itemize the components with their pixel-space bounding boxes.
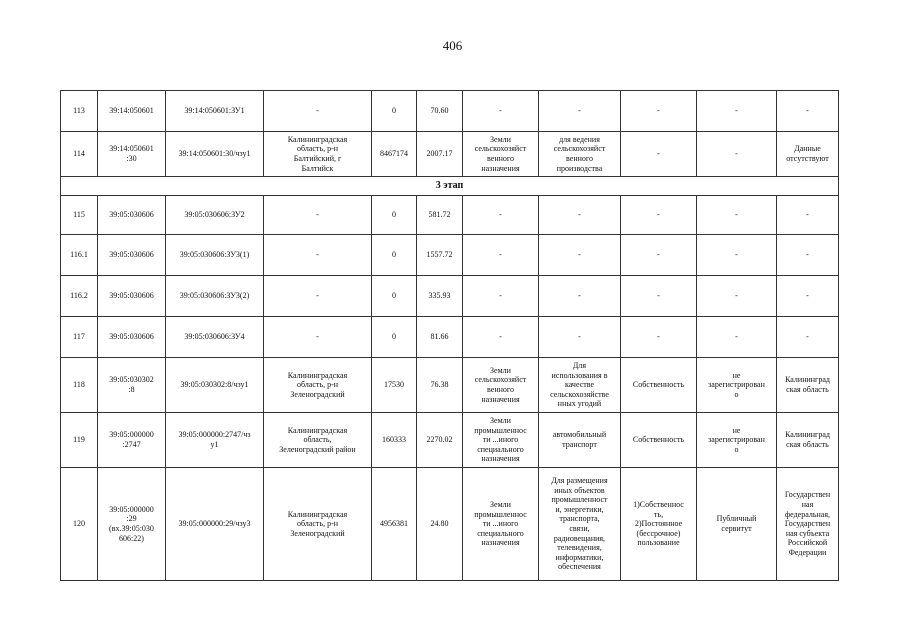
- permitted-use-cell: -: [539, 91, 621, 132]
- row-number-cell: 119: [61, 413, 98, 468]
- land-category-cell: -: [463, 91, 539, 132]
- plot-designation-cell: 39:14:050601:30/чзу1: [166, 132, 264, 177]
- used-area-cell: 2270.02: [417, 413, 463, 468]
- plot-designation-cell: 39:05:000000:29/чзу3: [166, 468, 264, 581]
- permitted-use-cell: -: [539, 276, 621, 317]
- encumbrance-cell: -: [697, 91, 777, 132]
- owner-cell: -: [777, 276, 839, 317]
- owner-cell: Государствен ная федеральная, Государствен ная субъекта Российской Федерации: [777, 468, 839, 581]
- land-category-cell: -: [463, 196, 539, 235]
- cadastral-quarter-cell: 39:14:050601: [98, 91, 166, 132]
- used-area-cell: 70.60: [417, 91, 463, 132]
- table-body-stage-3: [61, 196, 839, 581]
- land-category-cell: Земли сельскохозяйст венного назначения: [463, 132, 539, 177]
- owner-cell: -: [777, 196, 839, 235]
- encumbrance-cell: -: [697, 196, 777, 235]
- land-category-cell: -: [463, 276, 539, 317]
- address-cell: Калининградская область, р-н Балтийский, г Балтийск: [264, 132, 372, 177]
- land-category-cell: Земли сельскохозяйст венного назначения: [463, 358, 539, 413]
- permitted-use-cell: для ведения сельскохозяйст венного производства: [539, 132, 621, 177]
- table-row: [61, 196, 839, 235]
- table-row: [61, 468, 839, 581]
- cadastral-quarter-cell: 39:05:030606: [98, 196, 166, 235]
- table-row: [61, 91, 839, 132]
- land-plot-table: [60, 90, 839, 581]
- plot-area-cell: 0: [372, 235, 417, 276]
- table-body-stage-2: [61, 91, 839, 177]
- cadastral-quarter-cell: 39:05:000000 :29 (вх.39:05:030 606:22): [98, 468, 166, 581]
- plot-designation-cell: 39:05:030302:8/чзу1: [166, 358, 264, 413]
- right-type-cell: Собственность: [621, 358, 697, 413]
- permitted-use-cell: -: [539, 317, 621, 358]
- row-number-cell: 113: [61, 91, 98, 132]
- permitted-use-cell: -: [539, 196, 621, 235]
- owner-cell: -: [777, 317, 839, 358]
- table-row: [61, 276, 839, 317]
- plot-area-cell: 17530: [372, 358, 417, 413]
- encumbrance-cell: -: [697, 276, 777, 317]
- plot-designation-cell: 39:05:030606:ЗУ3(1): [166, 235, 264, 276]
- encumbrance-cell: -: [697, 235, 777, 276]
- used-area-cell: 2007.17: [417, 132, 463, 177]
- stage-label: 3 этап: [61, 177, 839, 196]
- right-type-cell: -: [621, 196, 697, 235]
- used-area-cell: 581.72: [417, 196, 463, 235]
- right-type-cell: -: [621, 132, 697, 177]
- table-row: [61, 317, 839, 358]
- right-type-cell: -: [621, 276, 697, 317]
- used-area-cell: 81.66: [417, 317, 463, 358]
- right-type-cell: -: [621, 317, 697, 358]
- address-cell: Калининградская область, Зеленоградский район: [264, 413, 372, 468]
- land-category-cell: Земли промышленнос ти ...иного специального назначения: [463, 413, 539, 468]
- cadastral-quarter-cell: 39:05:030606: [98, 317, 166, 358]
- address-cell: -: [264, 91, 372, 132]
- row-number-cell: 116.1: [61, 235, 98, 276]
- stage-row: [61, 177, 839, 196]
- used-area-cell: 335.93: [417, 276, 463, 317]
- cadastral-quarter-cell: 39:05:030606: [98, 276, 166, 317]
- plot-designation-cell: 39:05:030606:ЗУ4: [166, 317, 264, 358]
- row-number-cell: 117: [61, 317, 98, 358]
- right-type-cell: -: [621, 91, 697, 132]
- cadastral-quarter-cell: 39:14:050601 :30: [98, 132, 166, 177]
- permitted-use-cell: автомобильный транспорт: [539, 413, 621, 468]
- owner-cell: Калининград ская область: [777, 413, 839, 468]
- permitted-use-cell: -: [539, 235, 621, 276]
- page-number: 406: [442, 38, 463, 53]
- plot-area-cell: 0: [372, 317, 417, 358]
- row-number-cell: 118: [61, 358, 98, 413]
- row-number-cell: 116.2: [61, 276, 98, 317]
- table-row: [61, 358, 839, 413]
- right-type-cell: Собственность: [621, 413, 697, 468]
- encumbrance-cell: не зарегистрирован о: [697, 413, 777, 468]
- plot-area-cell: 0: [372, 276, 417, 317]
- address-cell: Калининградская область, р-н Зеленоградский: [264, 358, 372, 413]
- encumbrance-cell: -: [697, 317, 777, 358]
- address-cell: -: [264, 235, 372, 276]
- row-number-cell: 120: [61, 468, 98, 581]
- used-area-cell: 24.80: [417, 468, 463, 581]
- address-cell: -: [264, 196, 372, 235]
- table-row: [61, 132, 839, 177]
- land-category-cell: -: [463, 317, 539, 358]
- used-area-cell: 1557.72: [417, 235, 463, 276]
- table-row: [61, 235, 839, 276]
- encumbrance-cell: Публичный сервитут: [697, 468, 777, 581]
- plot-area-cell: 4956381: [372, 468, 417, 581]
- land-category-cell: Земли промышленнос ти ...иного специального назначения: [463, 468, 539, 581]
- address-cell: -: [264, 276, 372, 317]
- plot-designation-cell: 39:05:030606:ЗУ2: [166, 196, 264, 235]
- address-cell: Калининградская область, р-н Зеленоградский: [264, 468, 372, 581]
- row-number-cell: 114: [61, 132, 98, 177]
- right-type-cell: -: [621, 235, 697, 276]
- owner-cell: -: [777, 91, 839, 132]
- cadastral-quarter-cell: 39:05:030606: [98, 235, 166, 276]
- owner-cell: Калининград ская область: [777, 358, 839, 413]
- permitted-use-cell: Для использования в качестве сельскохозяйстве нных угодий: [539, 358, 621, 413]
- address-cell: -: [264, 317, 372, 358]
- used-area-cell: 76.38: [417, 358, 463, 413]
- encumbrance-cell: -: [697, 132, 777, 177]
- table-row: [61, 413, 839, 468]
- plot-area-cell: 0: [372, 196, 417, 235]
- land-category-cell: -: [463, 235, 539, 276]
- plot-designation-cell: 39:05:030606:ЗУ3(2): [166, 276, 264, 317]
- permitted-use-cell: Для размещения иных объектов промышленност и, энергетики, транспорта, связи, радиовещания, телевидения, информатики, обеспечения: [539, 468, 621, 581]
- plot-area-cell: 8467174: [372, 132, 417, 177]
- plot-area-cell: 160333: [372, 413, 417, 468]
- owner-cell: -: [777, 235, 839, 276]
- plot-area-cell: 0: [372, 91, 417, 132]
- encumbrance-cell: не зарегистрирован о: [697, 358, 777, 413]
- right-type-cell: 1)Собственнос ть, 2)Постоянное (бессрочное) пользование: [621, 468, 697, 581]
- cadastral-quarter-cell: 39:05:000000 :2747: [98, 413, 166, 468]
- plot-designation-cell: 39:05:000000:2747/чз у1: [166, 413, 264, 468]
- plot-designation-cell: 39:14:050601:ЗУ1: [166, 91, 264, 132]
- cadastral-quarter-cell: 39:05:030302 :8: [98, 358, 166, 413]
- owner-cell: Данные отсутствуют: [777, 132, 839, 177]
- row-number-cell: 115: [61, 196, 98, 235]
